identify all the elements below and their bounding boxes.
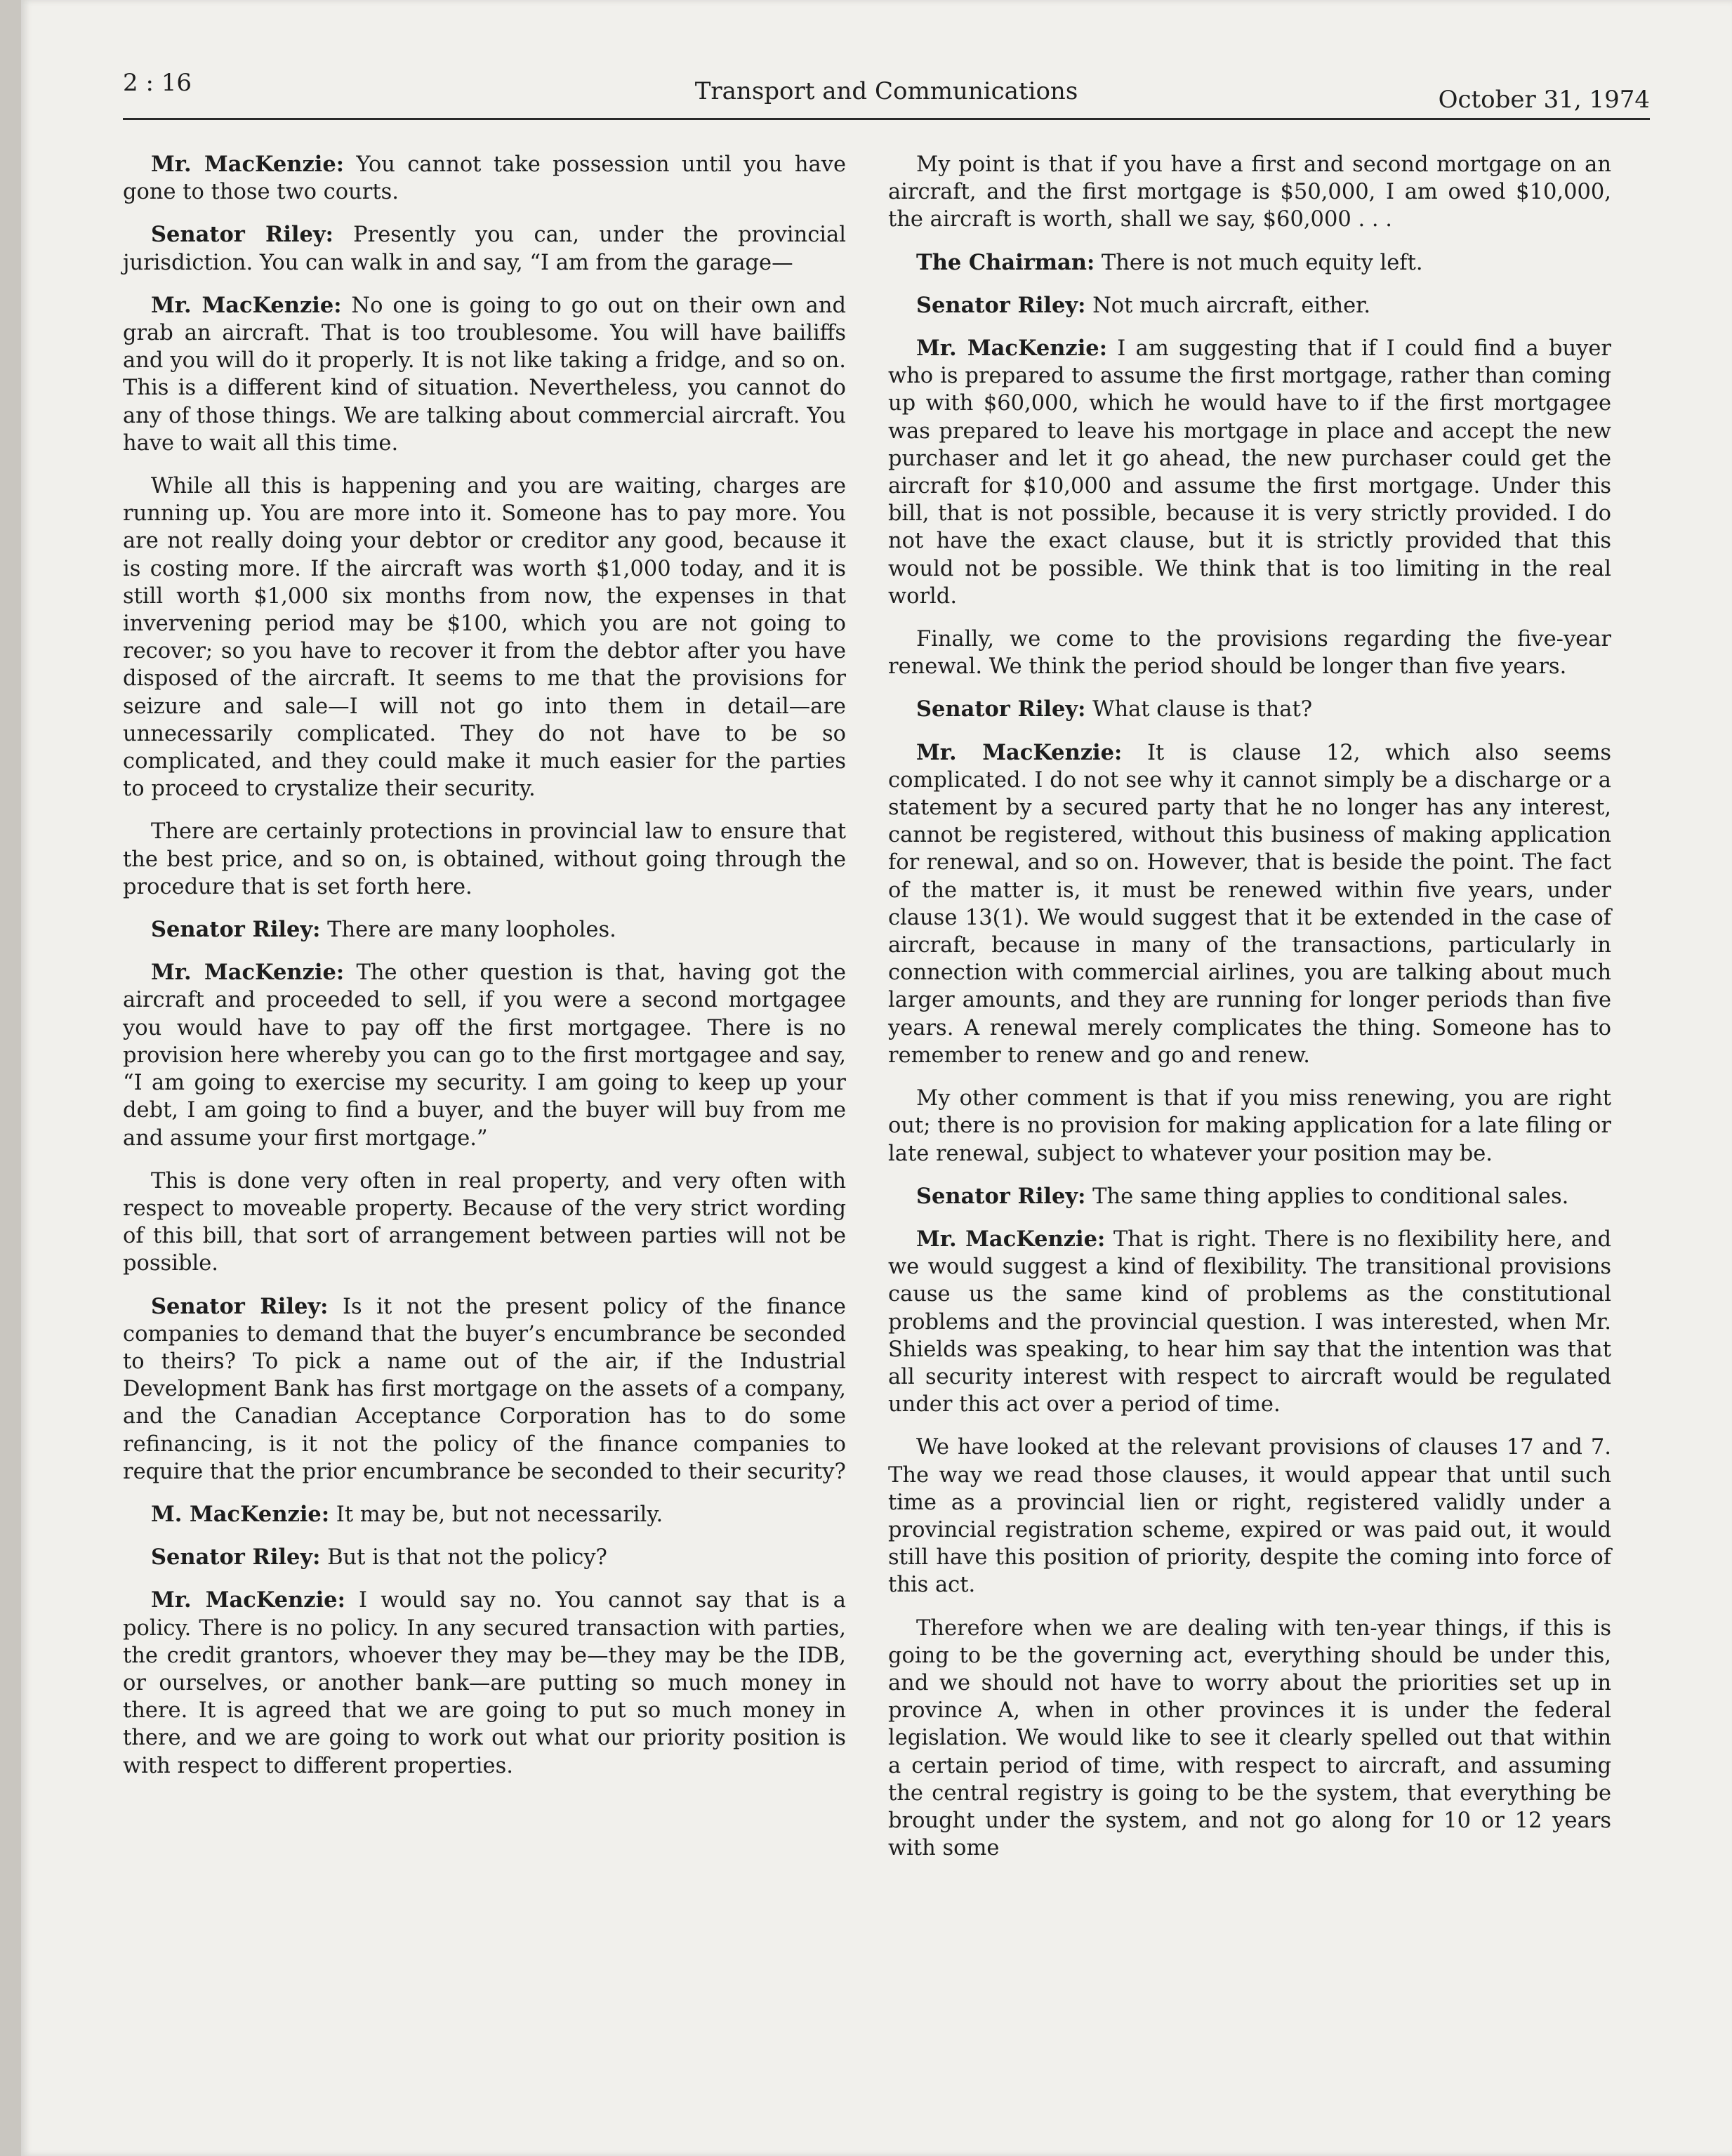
paragraph <box>888 696 1611 723</box>
speaker-name: Mr. MacKenzie: <box>916 1226 1106 1252</box>
paragraph-text: That is right. There is no flexibility here, and we would suggest a kind of flexibility. The transitional provisions cause us the same kind of problems as the constitutional problems and the provincial question. I was interested, when Mr. Shields was speaking, to hear him say that the intention was that all security interest with respect to aircraft would be regulated under this act over a period of time. <box>888 1226 1611 1417</box>
paragraph-text: You cannot take possession until you have gone to those two courts. <box>123 152 846 205</box>
speaker-name: M. MacKenzie: <box>151 1501 330 1527</box>
paragraph <box>123 292 846 457</box>
paragraph-text: There is not much equity left. <box>1095 250 1423 275</box>
paragraph-text: My other comment is that if you miss renewing, you are right out; there is no provision for making application for a late filing or late renewal, subject to whatever your position may be. <box>888 1086 1611 1166</box>
paragraph <box>888 1615 1611 1863</box>
page-header <box>123 62 1650 120</box>
speaker-name: Mr. MacKenzie: <box>151 292 342 318</box>
paragraph <box>888 1183 1611 1210</box>
paragraph-text: It may be, but not necessarily. <box>329 1502 663 1527</box>
running-title: Transport and Communications <box>694 77 1078 105</box>
speaker-name: Senator Riley: <box>151 1293 329 1319</box>
paragraph-text: My point is that if you have a first and second mortgage on an aircraft, and the first mortgage is $50,000, I am owed $10,000, the aircraft is worth, shall we say, $60,000 . . . <box>888 152 1611 232</box>
paragraph <box>123 1501 846 1528</box>
paragraph-text: I am suggesting that if I could find a buyer who is prepared to assume the first mortgage, rather than coming up with $60,000, which he would have to if the first mortgagee was prepared to leave his mortgage in place and accept the new purchaser and let it go ahead, the new purchaser could get the aircraft for $10,000 and assume the first mortgage. Under this bill, that is not possible, because it is very strictly provided. I do not have the exact clause, but it is strictly provided that this would not be possible. We think that is too limiting in the real world. <box>888 336 1611 609</box>
paragraph <box>123 818 846 901</box>
paragraph-text: The other question is that, having got the aircraft and proceeded to sell, if you were a second mortgagee you would have to pay off the first mortgagee. There is no provision here whereby you can go to the first mortgagee and say, “I am going to exercise my security. I am going to keep up your debt, I am going to find a buyer, and the buyer will buy from me and assume your first mortgage.” <box>123 960 846 1151</box>
speaker-name: Mr. MacKenzie: <box>151 1587 345 1613</box>
speaker-name: Senator Riley: <box>916 696 1086 722</box>
paragraph <box>888 1434 1611 1599</box>
paragraph <box>888 1226 1611 1418</box>
paragraph-text: While all this is happening and you are waiting, charges are running up. You are more into it. Someone has to pay more. You are not really doing your debtor or creditor any good, because it is costing more. If the aircraft was worth $1,000 today, and it is still worth $1,000 six months from now, the expenses in that invervening period may be $100, which you are not going to recover; so you have to recover it from the debtor after you have disposed of the aircraft. It seems to me that the provisions for seizure and sale—I will not go into them in detail—are unnecessarily complicated. They do not have to be so complicated, and they could make it much easier for the parties to proceed to crystalize their security. <box>123 474 846 802</box>
speaker-name: Senator Riley: <box>916 292 1086 318</box>
paragraph <box>123 959 846 1151</box>
speaker-name: Mr. MacKenzie: <box>151 152 345 177</box>
speaker-name: Mr. MacKenzie: <box>916 739 1123 765</box>
paragraph-text: Finally, we come to the provisions regarding the five-year renewal. We think the period should be longer than five years. <box>888 627 1611 680</box>
speaker-name: Mr. MacKenzie: <box>916 336 1107 362</box>
paragraph-text: No one is going to go out on their own and grab an aircraft. That is too troublesome. You will have bailiffs and you will do it properly. It is not like taking a fridge, and so on. This is a different kind of situation. Nevertheless, you cannot do any of those things. We are talking about commercial aircraft. You have to wait all this time. <box>123 293 846 456</box>
paragraph <box>888 249 1611 277</box>
speaker-name: Senator Riley: <box>151 222 333 248</box>
paragraph <box>888 1085 1611 1168</box>
paragraph <box>123 1168 846 1278</box>
speaker-name: Senator Riley: <box>151 1545 321 1570</box>
paragraph-text: This is done very often in real property, and very often with respect to moveable property. Because of the very strict wording of this bill, that sort of arrangement between parties will not be possible. <box>123 1168 846 1276</box>
speaker-name: Senator Riley: <box>151 917 321 943</box>
paragraph <box>123 916 846 944</box>
paragraph <box>123 221 846 276</box>
paragraph <box>123 1587 846 1779</box>
paragraph <box>888 626 1611 680</box>
paragraph-text: I would say no. You cannot say that is a policy. There is no policy. In any secured transaction with parties, the credit grantors, whoever they may be—they may be the IDB, or ourselves, or another bank—are putting so much money in there. It is agreed that we are going to put so much money in there, and we are going to work out what our priority position is with respect to different properties. <box>123 1588 846 1778</box>
paragraph-text: What clause is that? <box>1085 697 1313 722</box>
paragraph-text: But is that not the policy? <box>320 1545 607 1570</box>
paragraph-text: There are certainly protections in provincial law to ensure that the best price, and so on, is obtained, without going through the procedure that is set forth here. <box>123 819 846 899</box>
left-column <box>123 151 846 1795</box>
paragraph-text: Is it not the present policy of the finance companies to demand that the buyer’s encumbrance be seconded to theirs? To pick a name out of the air, if the Industrial Development Bank has first mortgage on the assets of a company, and the Canadian Acceptance Corporation has to do some refinancing, is it not the policy of the finance companies to require that the prior encumbrance be seconded to their security? <box>123 1294 846 1484</box>
paragraph <box>888 739 1611 1069</box>
paragraph <box>888 151 1611 234</box>
paragraph-text: Presently you can, under the provincial jurisdiction. You can walk in and say, “I am from the garage— <box>123 223 846 275</box>
page-number: 2 : 16 <box>123 69 192 97</box>
speaker-name: The Chairman: <box>916 249 1095 275</box>
document-page <box>21 0 1732 2156</box>
paragraph <box>888 335 1611 610</box>
paragraph-text: There are many loopholes. <box>320 918 616 943</box>
speaker-name: Senator Riley: <box>916 1183 1086 1209</box>
header-date: October 31, 1974 <box>1438 86 1650 114</box>
paragraph-text: We have looked at the relevant provisions of clauses 17 and 7. The way we read those clauses, it would appear that until such time as a provincial lien or right, registered validly under a provincial registration scheme, expired or was paid out, it would still have this position of priority, despite the coming into force of this act. <box>888 1435 1611 1598</box>
paragraph <box>888 292 1611 319</box>
paragraph-text: Therefore when we are dealing with ten-year things, if this is going to be the governing act, everything should be under this, and we should not have to worry about the priorities set up in province A, when in other provinces it is under the federal legislation. We would like to see it clearly spelled out that within a certain period of time, with respect to aircraft, and assuming the central registry is going to be the system, that everything be brought under the system, and not go along for 10 or 12 years with some <box>888 1615 1611 1861</box>
paragraph-text: The same thing applies to conditional sales. <box>1085 1184 1569 1209</box>
speaker-name: Mr. MacKenzie: <box>151 960 345 986</box>
paragraph-text: Not much aircraft, either. <box>1085 293 1371 318</box>
right-column <box>888 151 1611 1877</box>
paragraph <box>123 1293 846 1486</box>
paragraph <box>123 472 846 802</box>
paragraph-text: It is clause 12, which also seems complicated. I do not see why it cannot simply be a discharge or a statement by a secured party that he no longer has any interest, cannot be registered, without this business of making application for renewal, and so on. However, that is beside the point. The fact of the matter is, it must be renewed within five years, under clause 13(1). We would suggest that it be extended in the case of aircraft, because in many of the transactions, particularly in connection with commercial airlines, you are talking about much larger amounts, and they are running for longer periods than five years. A renewal merely complicates the thing. Someone has to remember to renew and go and renew. <box>888 740 1611 1068</box>
paragraph <box>123 151 846 206</box>
paragraph <box>123 1544 846 1571</box>
